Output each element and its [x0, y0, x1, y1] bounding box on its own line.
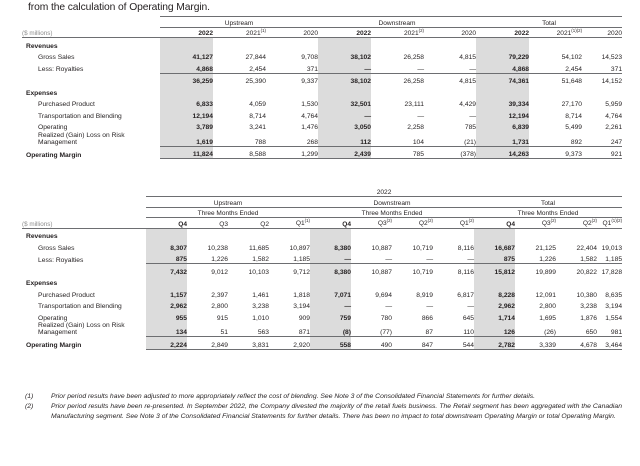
cell: 12,194: [476, 108, 529, 120]
cell: 11,685: [249, 244, 269, 252]
row-label-line1: Realized (Gain) Loss on Risk: [38, 131, 125, 139]
cell: —: [310, 299, 351, 311]
group-header-total: Total: [476, 17, 622, 28]
cell: 4,815: [424, 73, 476, 85]
group-header-downstream: Downstream: [318, 17, 476, 28]
cell: 17,828: [597, 264, 622, 276]
cell: 23,111: [404, 101, 424, 108]
table-row: [22, 97, 622, 109]
cell: 110: [463, 329, 474, 336]
cell: 6,839: [476, 120, 529, 132]
group-header-upstream: Upstream: [160, 17, 318, 28]
cell: 10,719: [412, 244, 433, 252]
row-label-realized-risk: [22, 322, 146, 337]
cell: —: [318, 61, 371, 73]
cell: 558: [310, 337, 351, 350]
cell: 20,822: [556, 264, 597, 276]
row-label-purchased-product: Purchased Product: [38, 291, 95, 299]
row-label-operating-margin: Operating Margin: [26, 342, 82, 349]
cell: 112: [318, 131, 371, 146]
col-down-q2: Q2$^{(2)}$: [392, 218, 433, 229]
cell: 8,380: [310, 264, 351, 276]
table-row-total: [22, 146, 622, 159]
cell: 9,373: [529, 146, 582, 159]
cell: 36,259: [160, 73, 213, 85]
cell: 2,454: [565, 65, 583, 73]
cell: 563: [257, 329, 269, 336]
cell: 1,157: [146, 287, 187, 299]
units-label: ($ millions): [22, 30, 53, 37]
row-label-realized-risk: [22, 131, 160, 146]
cell: 4,868: [476, 61, 529, 73]
cell: 54,102: [561, 54, 583, 61]
cell: 12,091: [535, 291, 556, 299]
cell: 8,228: [474, 287, 515, 299]
period-label-total: Three Months Ended: [474, 207, 622, 218]
cell: 8,635: [605, 291, 623, 299]
col-up-2021: 2021$^{(1)}$: [213, 27, 266, 38]
col-down-2020: 2020: [424, 27, 476, 38]
footnote-2: [22, 402, 622, 422]
cell: 8,307: [146, 240, 187, 252]
cell: —: [318, 108, 371, 120]
row-label-purchased-product: Purchased Product: [38, 101, 95, 108]
group-header-downstream: Downstream: [310, 197, 474, 208]
cell: (21): [464, 138, 477, 146]
cell: 25,390: [213, 73, 266, 85]
annual-segment-table: [22, 16, 622, 159]
cell: 1,226: [211, 256, 228, 263]
cell: 788: [254, 138, 266, 146]
cell: 1,876: [580, 314, 597, 322]
cell: 8,116: [433, 264, 474, 276]
cell: (378): [424, 146, 476, 159]
period-header-row: [22, 207, 622, 218]
cell: 759: [310, 310, 351, 322]
cell: 104: [412, 138, 424, 146]
cell: 871: [298, 329, 310, 336]
table-row: [22, 310, 622, 322]
col-up-2020: 2020: [266, 27, 318, 38]
group-header-upstream: Upstream: [146, 197, 310, 208]
col-total-q2: Q2$^{(2)}$: [556, 218, 597, 229]
col-up-q1: Q1$^{(1)}$: [269, 218, 310, 229]
cell: 847: [392, 337, 433, 350]
cell: 3,339: [515, 337, 556, 350]
cell: 51: [220, 329, 228, 336]
cell: 4,764: [605, 112, 623, 120]
cell: 785: [371, 146, 424, 159]
table-row: [22, 287, 622, 299]
footnote-2-text: Prior period results have been re-presented. In September 2022, the Company divested the majority of the retail fuels business. The Retail segment has been aggregated with the Canadian Manufacturing segment. See Note 3 of the Consolidated Financial Statements for further details. There has been no impact to total downstream Operating Margin or total Operating Margin.: [51, 403, 622, 421]
table-row: [22, 131, 622, 146]
cell: 27,844: [245, 54, 266, 61]
cell: 87: [425, 329, 433, 336]
row-label-operating: Operating: [38, 124, 68, 131]
cell: 921: [582, 146, 622, 159]
cell: 8,116: [457, 244, 474, 252]
cell: —: [417, 65, 424, 73]
row-label-line2: Management: [38, 329, 78, 337]
cell: 9,337: [266, 73, 318, 85]
cell: 1,010: [252, 314, 269, 322]
table-row: [22, 240, 622, 252]
col-total-q3: Q3$^{(2)}$: [515, 218, 556, 229]
cell: 2,800: [539, 303, 556, 310]
cell: 1,818: [293, 291, 310, 299]
cell: 2,782: [474, 337, 515, 350]
cell: 7,432: [146, 264, 187, 276]
cell: 9,712: [269, 264, 310, 276]
cell: —: [467, 256, 474, 263]
cell: 9,708: [301, 54, 318, 61]
cell: 2,962: [474, 299, 515, 311]
cell: 1,582: [580, 256, 597, 263]
cell: 38,102: [318, 73, 371, 85]
cell: 3,194: [605, 303, 623, 310]
col-down-2021: 2021$^{(2)}$: [371, 27, 424, 38]
cell: 1,299: [266, 146, 318, 159]
cell: 1,185: [605, 256, 623, 263]
cell: 126: [474, 322, 515, 337]
cell: 2,439: [318, 146, 371, 159]
table-row-subtotal: [22, 264, 622, 276]
cell: 10,103: [228, 264, 269, 276]
period-label-downstream: Three Months Ended: [310, 207, 474, 218]
section-expenses: Expenses: [26, 280, 58, 287]
cell: 26,258: [403, 54, 424, 61]
table-row: [22, 299, 622, 311]
cell: —: [310, 252, 351, 264]
section-revenues-row: [22, 38, 622, 50]
cell: —: [426, 256, 433, 263]
cell: 1,226: [539, 256, 556, 263]
cell: 490: [351, 337, 392, 350]
cell: —: [385, 303, 392, 310]
table-row-total: [22, 337, 622, 350]
cell: —: [469, 112, 477, 120]
cell: 1,461: [252, 291, 269, 299]
col-down-q4: Q4: [310, 218, 351, 229]
cell: 5,959: [605, 101, 623, 108]
cell: 6,833: [160, 97, 213, 109]
cell: 3,238: [252, 303, 269, 310]
row-label-royalties: Less: Royalties: [38, 256, 84, 264]
section-revenues: Revenues: [22, 228, 146, 240]
cell: 74,361: [476, 73, 529, 85]
footnote-1: [22, 392, 622, 402]
cell: 915: [216, 314, 228, 322]
col-total-2021: $2021^{(1)(2)}$: [529, 27, 582, 38]
row-label-operating: Operating: [38, 314, 68, 322]
cell: —: [469, 65, 477, 73]
cell: 11,824: [160, 146, 213, 159]
year-header-2022: 2022: [376, 189, 392, 196]
cell: 4,764: [301, 112, 318, 120]
col-up-q3: Q3: [187, 218, 228, 229]
table-row: [22, 50, 622, 62]
cell: 371: [610, 65, 623, 73]
cell: 247: [610, 138, 623, 146]
cell: 2,849: [187, 337, 228, 350]
cell: 955: [146, 310, 187, 322]
table-row-subtotal: [22, 73, 622, 85]
col-total-q1: $Q1^{(1)(2)}$: [597, 218, 622, 229]
cell: 26,258: [371, 73, 424, 85]
cell: 780: [380, 314, 392, 322]
cell: 7,071: [310, 287, 351, 299]
cell: 14,263: [476, 146, 529, 159]
section-expenses-row: [22, 276, 622, 288]
cell: 909: [298, 314, 310, 322]
cell: 10,887: [371, 244, 392, 252]
cell: —: [426, 303, 433, 310]
cell: 1,476: [301, 124, 318, 131]
row-label-royalties: Less: Royalties: [38, 66, 84, 73]
cell: 79,229: [476, 50, 529, 62]
cell: 10,887: [351, 264, 392, 276]
footnote-1-marker: (1): [25, 393, 34, 400]
cell: 51,648: [529, 73, 582, 85]
cell: 4,429: [459, 101, 477, 108]
cell: 785: [464, 124, 477, 131]
table-row: [22, 61, 622, 73]
group-header-total: Total: [474, 197, 622, 208]
cell: 10,719: [392, 264, 433, 276]
cell: 544: [433, 337, 474, 350]
cell: 10,380: [576, 291, 597, 299]
section-revenues-row: [22, 228, 622, 240]
cell: 3,789: [160, 120, 213, 132]
cell: 3,194: [293, 303, 310, 310]
cell: 19,899: [515, 264, 556, 276]
group-header-row: [22, 197, 622, 208]
cell: 5,499: [565, 124, 583, 131]
cell: 4,868: [160, 61, 213, 73]
cell: 866: [421, 314, 433, 322]
col-up-2022: 2022: [160, 27, 213, 38]
quarterly-segment-table: [22, 188, 622, 350]
row-label-gross-sales: Gross Sales: [38, 54, 75, 61]
row-label-transportation: Transportation and Blending: [38, 112, 122, 120]
cell: 1,530: [301, 101, 318, 108]
cell: 2,800: [211, 303, 228, 310]
cell: 38,102: [318, 50, 371, 62]
cell: 3,241: [249, 124, 266, 131]
cell: 4,815: [459, 54, 477, 61]
cell: 2,258: [407, 124, 424, 131]
col-up-q4: Q4: [146, 218, 187, 229]
section-expenses: Expenses: [26, 89, 58, 97]
intro-text: from the calculation of Operating Margin.: [28, 2, 210, 13]
cell: —: [385, 256, 392, 263]
cell: 1,582: [252, 256, 269, 263]
table-row: [22, 322, 622, 337]
footnotes: [22, 392, 622, 422]
cell: 8,919: [416, 291, 433, 299]
column-header-row: [22, 27, 622, 38]
cell: 1,714: [474, 310, 515, 322]
cell: 3,831: [228, 337, 269, 350]
cell: 4,059: [249, 101, 266, 108]
cell: 10,238: [207, 244, 228, 252]
col-total-q4: Q4: [474, 218, 515, 229]
col-down-q3: Q3$^{(2)}$: [351, 218, 392, 229]
cell: 3,050: [318, 120, 371, 132]
cell: 6,817: [457, 291, 474, 299]
cell: 875: [146, 252, 187, 264]
cell: 4,678: [556, 337, 597, 350]
cell: 3,464: [597, 337, 622, 350]
cell: 41,127: [160, 50, 213, 62]
cell: 892: [570, 138, 583, 146]
cell: 9,694: [375, 291, 392, 299]
period-label-upstream: Three Months Ended: [146, 207, 310, 218]
col-total-2020: 2020: [582, 27, 622, 38]
cell: 981: [610, 329, 623, 336]
row-label-operating-margin: Operating Margin: [26, 151, 82, 159]
cell: 268: [306, 138, 318, 146]
col-down-q1: Q1$^{(2)}$: [433, 218, 474, 229]
table-row: [22, 120, 622, 132]
cell: 27,170: [561, 101, 583, 108]
cell: 1,554: [605, 314, 623, 322]
cell: 134: [146, 322, 187, 337]
year-header-row: [22, 188, 622, 197]
cell: 2,454: [249, 65, 266, 73]
units-label: ($ millions): [22, 220, 53, 228]
cell: 19,013: [601, 244, 623, 252]
cell: 12,194: [160, 108, 213, 120]
cell: —: [467, 303, 474, 310]
cell: 2,261: [605, 124, 623, 131]
cell: 8,714: [249, 112, 266, 120]
row-label-line1: Realized (Gain) Loss on Risk: [38, 322, 125, 330]
cell: (77): [380, 329, 392, 336]
cell: 39,334: [476, 97, 529, 109]
cell: 875: [474, 252, 515, 264]
cell: (26): [544, 329, 556, 336]
col-up-q2: Q2: [228, 218, 269, 229]
cell: 14,523: [601, 54, 623, 61]
cell: 1,695: [539, 314, 556, 322]
group-header-row: [22, 17, 622, 28]
row-label-line2: Management: [38, 138, 78, 146]
cell: 3,238: [580, 303, 597, 310]
cell: 22,404: [576, 244, 597, 252]
row-label-transportation: Transportation and Blending: [38, 303, 122, 310]
section-revenues: Revenues: [22, 38, 160, 50]
column-header-row: [22, 218, 622, 229]
section-expenses-row: [22, 85, 622, 97]
cell: 2,224: [146, 337, 187, 350]
cell: 371: [306, 65, 318, 73]
row-label-gross-sales: Gross Sales: [38, 244, 75, 252]
cell: (8): [310, 322, 351, 337]
cell: 16,687: [474, 240, 515, 252]
footnote-1-text: Prior period results have been adjusted to more appropriately reflect the cost of blending. See Note 3 of the Consolidated Financial Statements for further details.: [51, 393, 535, 400]
footnote-2-marker: (2): [25, 403, 34, 411]
cell: 8,380: [310, 240, 351, 252]
cell: 1,185: [293, 256, 310, 263]
cell: —: [417, 112, 424, 120]
cell: 8,588: [213, 146, 266, 159]
cell: 2,397: [211, 291, 228, 299]
cell: 2,962: [146, 299, 187, 311]
col-total-2022: 2022: [476, 27, 529, 38]
cell: 32,501: [318, 97, 371, 109]
cell: 15,812: [474, 264, 515, 276]
cell: 650: [585, 329, 597, 336]
cell: 645: [462, 314, 474, 322]
cell: 14,152: [582, 73, 622, 85]
table-row: [22, 108, 622, 120]
cell: 1,731: [476, 131, 529, 146]
cell: 10,897: [289, 244, 310, 252]
cell: 21,125: [535, 244, 556, 252]
cell: 2,920: [269, 337, 310, 350]
col-down-2022: 2022: [318, 27, 371, 38]
cell: 8,714: [565, 112, 583, 120]
cell: 1,619: [160, 131, 213, 146]
table-row: [22, 252, 622, 264]
cell: 9,012: [187, 264, 228, 276]
